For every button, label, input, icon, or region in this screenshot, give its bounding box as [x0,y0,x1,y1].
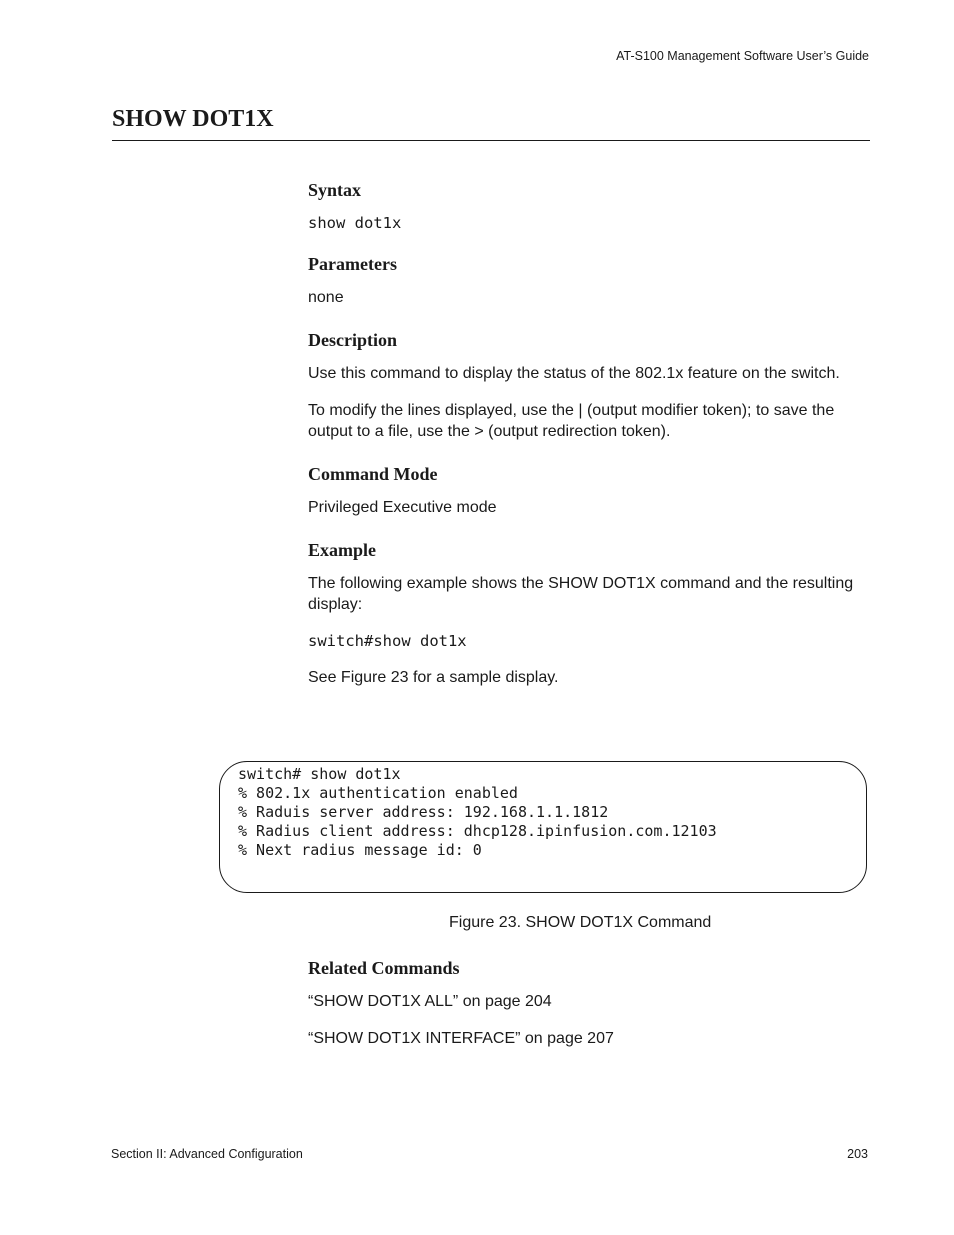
related-command-link-show-dot1x-interface[interactable]: “SHOW DOT1X INTERFACE” on page 207 [308,1030,614,1047]
page-title: SHOW DOT1X [112,106,274,132]
example-see-figure: See Figure 23 for a sample display. [308,669,559,686]
related-commands-section [308,958,873,1065]
figure-caption: Figure 23. SHOW DOT1X Command [449,914,712,931]
footer-section: Section II: Advanced Configuration [111,1147,303,1161]
figure-code-line: % Radius client address: dhcp128.ipinfusion.com.12103 [238,822,717,840]
command-mode-text: Privileged Executive mode [308,499,497,516]
parameters-heading: Parameters [308,254,397,274]
related-command-link-show-dot1x-all[interactable]: “SHOW DOT1X ALL” on page 204 [308,993,552,1010]
figure-code-line: % 802.1x authentication enabled [238,784,518,802]
title-divider [112,140,870,141]
figure-code-line: switch# show dot1x [238,765,401,783]
figure-code-block [238,765,717,860]
running-header: AT-S100 Management Software User’s Guide [616,49,869,63]
parameters-text: none [308,289,344,306]
related-commands-heading: Related Commands [308,958,460,978]
syntax-heading: Syntax [308,180,362,200]
syntax-code: show dot1x [308,214,402,232]
example-heading: Example [308,540,377,560]
command-mode-heading: Command Mode [308,464,438,484]
description-paragraph-1: Use this command to display the status of the 802.1x feature on the switch. [308,365,840,382]
example-code: switch#show dot1x [308,632,467,650]
main-content [308,180,873,704]
figure-code-line: % Next radius message id: 0 [238,841,482,859]
description-paragraph-2: To modify the lines displayed, use the | (output modifier token); to save the output to a file, use the > (output redirection token). [308,402,835,440]
example-intro: The following example shows the SHOW DOT1X command and the resulting display: [308,575,854,613]
footer-page-number: 203 [847,1147,868,1161]
figure-code-line: % Raduis server address: 192.168.1.1.1812 [238,803,609,821]
description-heading: Description [308,330,397,350]
